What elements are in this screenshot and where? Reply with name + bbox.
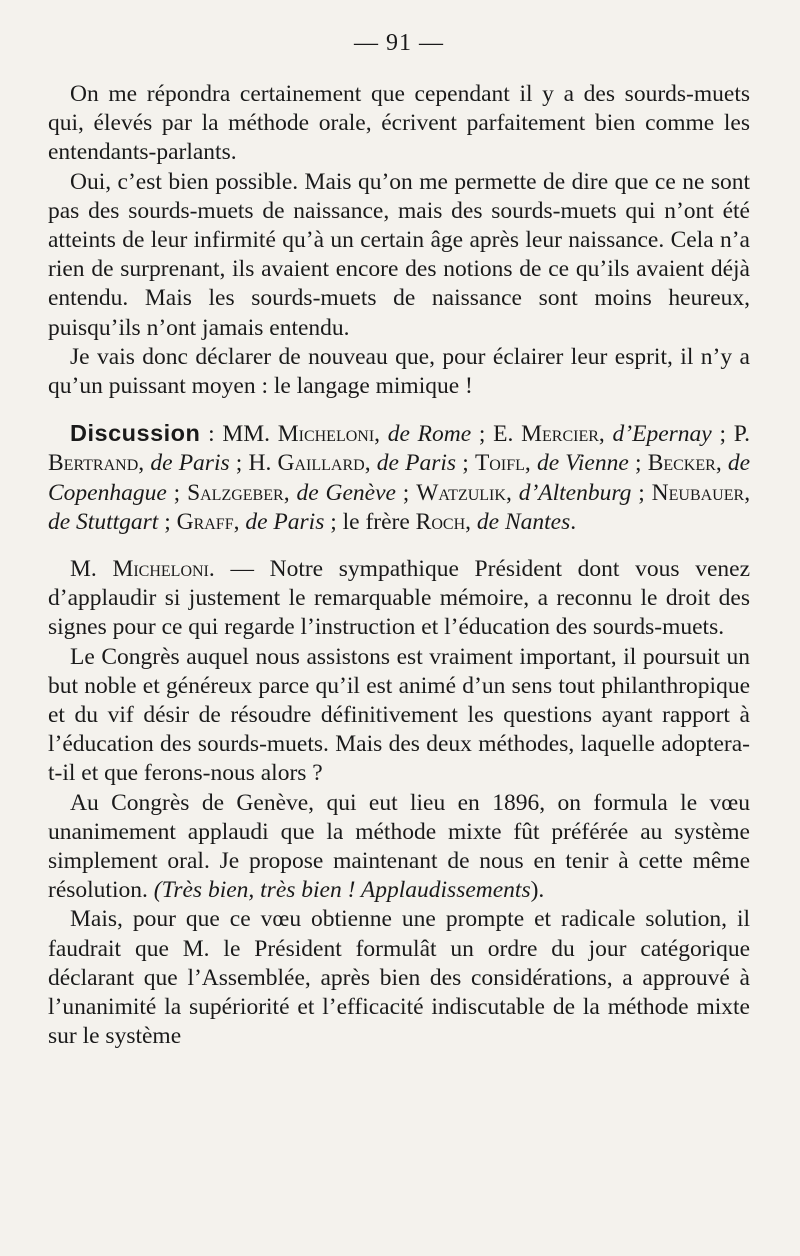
speaker-city: de Rome xyxy=(387,421,472,448)
speaker-name: Gaillard xyxy=(277,450,365,477)
paragraph-objection: On me répondra certainement que cependant il y a des sourds-muets qui, élevés par la méthode orale, écrivent parfaitement bien comme les entendants-parlants. xyxy=(48,81,750,166)
speaker-separator: ; xyxy=(166,479,188,506)
paragraph-response: Oui, c’est bien possible. Mais qu’on me permette de dire que ce ne sont pas des sourds-muets de naissance, mais des sourds-muets qui n’ont été atteints de leur infirmité qu’à un certain âge après leur naissance. Cela n’a rien de surprenant, ils avaient encore des notions de ce qu’ils avaient déjà entendu. Mais les sourds-muets de naissance sont moins heureux, puisqu’ils n’ont jamais entendu. xyxy=(48,168,750,341)
speaker-name: Mercier xyxy=(521,421,599,448)
speaker-city: d’Altenburg xyxy=(518,479,632,506)
geneva-end: ). xyxy=(530,877,545,904)
page-number: — 91 — xyxy=(354,30,444,56)
speaker-name: Salzgeber xyxy=(187,479,284,506)
paragraph-proposal: Mais, pour que ce vœu obtienne une prompte et radicale solution, il faudrait que M. le Président formulât un ordre du jour catégorique déclarant que l’Assemblée, après bien des considérations, a approuvé à l’unanimité la supériorité et l’efficacité indiscutable de la méthode mixte sur le système xyxy=(48,906,750,1050)
speaker-name: Becker xyxy=(647,450,716,477)
speaker-separator: ; xyxy=(158,508,177,535)
discussion-speakers xyxy=(48,419,750,537)
speaker-name: Roch xyxy=(415,508,466,535)
speaker-separator: ; xyxy=(456,450,475,477)
speaker-separator: ; xyxy=(631,479,652,506)
speaker-city: de Genève xyxy=(296,479,396,506)
speaker-separator: ; xyxy=(628,450,648,477)
speaker-city: de Paris xyxy=(150,450,230,477)
speaker-name: Bertrand xyxy=(48,450,139,477)
speaker-separator: ; P. xyxy=(711,421,751,448)
speaker-name: Micheloni xyxy=(112,556,209,583)
speaker-city: de Paris xyxy=(376,450,457,477)
paragraph-congress: Le Congrès auquel nous assistons est vraiment important, il poursuit un but noble et généreux parce qu’il est animé d’un sens tout philanthropique et du vif désir de résoudre définitivement les questions ayant rapport à l’éducation des sourds-muets. Mais des deux méthodes, laquelle adoptera-t-il et que ferons-nous alors ? xyxy=(48,643,750,787)
speaker-name: Graff xyxy=(176,508,234,535)
speaker-separator: . xyxy=(570,508,577,535)
speaker-separator: ; H. xyxy=(229,450,278,477)
speaker-name: Watzulik xyxy=(416,479,506,506)
speaker-city: de Paris xyxy=(245,508,325,535)
applause-note: (Très bien, très bien ! Applaudissements xyxy=(153,877,531,904)
speaker-city: de Nantes xyxy=(476,508,571,535)
discussion-separator: : MM. xyxy=(200,421,278,448)
speaker-name: Toifl xyxy=(474,450,525,477)
paragraph-geneva xyxy=(48,789,750,906)
speaker-name: Neubauer xyxy=(651,479,745,506)
speaker-separator: ; le frère xyxy=(324,508,416,535)
speaker-city: d’Epernay xyxy=(612,421,712,448)
geneva-text: Au Congrès de Genève, qui eut lieu en 1896, on formula le vœu unanimement applaudi que la méthode mixte fût préférée au système simplement oral. Je propose maintenant de nous en tenir à cette même résolution. xyxy=(48,789,750,904)
speaker-prefix: M. xyxy=(70,556,113,583)
discussion-label: Discussion xyxy=(70,420,201,447)
speaker-list: Micheloni, de Rome ; E. Mercier, d’Epernay ; P. Bertrand, de Paris ; H. Gaillard, de Paris ; Toifl, de Vienne ; Becker, de Copenhague ; Salzgeber, de Genève ; Watzulik, d’Altenburg ; Neubauer, de Stuttgart ; Graff, de Paris ; le frère Roch, de Nantes. xyxy=(48,421,751,535)
speaker-city: de Copenhague xyxy=(48,450,751,506)
speaker-name: Micheloni xyxy=(277,421,375,448)
speech-opening xyxy=(48,555,750,643)
speech-opening-text: . — Notre sympathique Président dont vous venez d’applaudir si justement le remarquable mémoire, a reconnu le droit des signes pour ce qui regarde l’instruction et l’éducation des sourds-muets. xyxy=(48,556,750,641)
speaker-city: de Stuttgart xyxy=(48,508,159,535)
speaker-separator: ; xyxy=(395,479,417,506)
paragraph-conclusion: Je vais donc déclarer de nouveau que, pour éclairer leur esprit, il n’y a qu’un puissant moyen : le langage mimique ! xyxy=(48,343,750,400)
speaker-separator: ; E. xyxy=(471,421,522,448)
speaker-city: de Vienne xyxy=(536,450,629,477)
